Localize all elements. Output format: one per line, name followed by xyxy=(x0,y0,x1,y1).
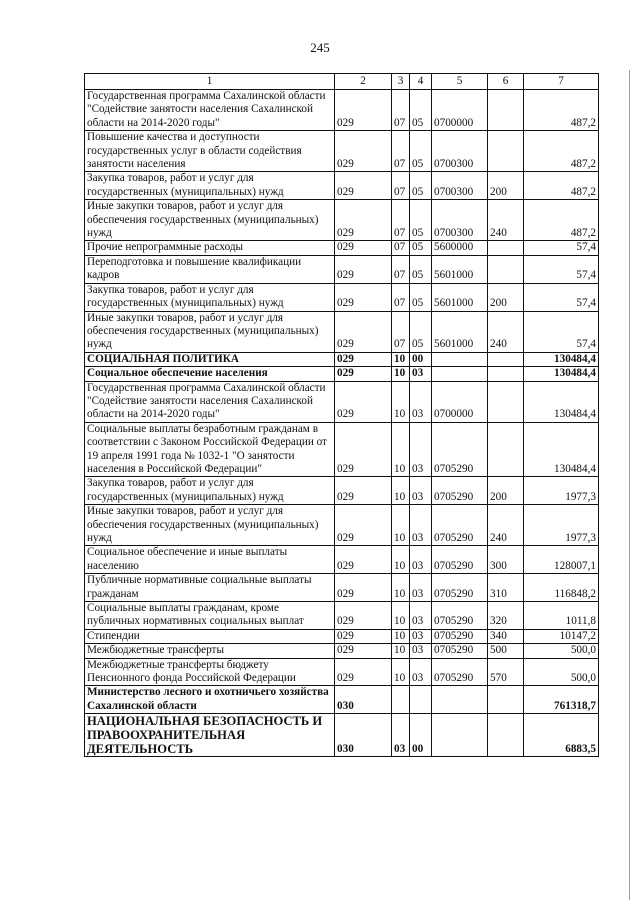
expense-type-cell: 200 xyxy=(488,477,524,505)
expense-type-cell: 310 xyxy=(488,574,524,602)
table-row xyxy=(85,686,599,714)
column-header: 1 xyxy=(85,74,335,90)
row-name-cell: Министерство лесного и охотничьего хозяйства Сахалинской области xyxy=(85,686,335,714)
table-row xyxy=(85,602,599,630)
row-name-cell: Государственная программа Сахалинской области "Содействие занятости населения Сахалинской области на 2014-2020 годы" xyxy=(85,90,335,131)
row-name-cell: Повышение качества и доступности государственных услуг в области содействия занятости населения xyxy=(85,131,335,172)
amount-cell: 10147,2 xyxy=(524,629,599,643)
subsection-cell: 05 xyxy=(410,131,432,172)
amount-cell: 487,2 xyxy=(524,131,599,172)
table-row xyxy=(85,255,599,283)
target-article-cell: 0705290 xyxy=(432,602,488,630)
table-row xyxy=(85,574,599,602)
target-article-cell: 0705290 xyxy=(432,422,488,477)
amount-cell: 761318,7 xyxy=(524,686,599,714)
section-cell: 07 xyxy=(392,131,410,172)
ministry-code-cell: 029 xyxy=(335,90,392,131)
expense-type-cell: 240 xyxy=(488,311,524,352)
subsection-cell: 03 xyxy=(410,381,432,422)
expense-type-cell: 500 xyxy=(488,644,524,658)
subsection-cell: 05 xyxy=(410,311,432,352)
ministry-code-cell: 029 xyxy=(335,241,392,255)
ministry-code-cell: 029 xyxy=(335,574,392,602)
section-cell: 07 xyxy=(392,311,410,352)
target-article-cell: 0705290 xyxy=(432,546,488,574)
amount-cell: 500,0 xyxy=(524,658,599,686)
section-cell: 10 xyxy=(392,505,410,546)
amount-cell: 500,0 xyxy=(524,644,599,658)
ministry-code-cell: 030 xyxy=(335,686,392,714)
ministry-code-cell: 029 xyxy=(335,477,392,505)
row-name-cell: Социальные выплаты безработным гражданам в соответствии с Законом Российской Федерации от 19 апреля 1991 года № 1032-1 "О занятости населения в Российской Федерации" xyxy=(85,422,335,477)
expense-type-cell: 240 xyxy=(488,200,524,241)
expense-type-cell xyxy=(488,241,524,255)
expense-type-cell xyxy=(488,381,524,422)
subsection-cell: 00 xyxy=(410,714,432,757)
page-number: 245 xyxy=(310,40,330,55)
section-cell: 10 xyxy=(392,422,410,477)
section-cell: 10 xyxy=(392,602,410,630)
target-article-cell: 0705290 xyxy=(432,505,488,546)
column-header: 3 xyxy=(392,74,410,90)
ministry-code-cell: 029 xyxy=(335,644,392,658)
ministry-code-cell: 029 xyxy=(335,629,392,643)
table-body xyxy=(85,90,599,757)
table-row xyxy=(85,172,599,200)
section-cell: 10 xyxy=(392,574,410,602)
subsection-cell: 03 xyxy=(410,546,432,574)
subsection-cell: 03 xyxy=(410,505,432,546)
subsection-cell: 05 xyxy=(410,90,432,131)
row-name-cell: Социальные выплаты гражданам, кроме публичных нормативных социальных выплат xyxy=(85,602,335,630)
table-row xyxy=(85,629,599,643)
ministry-code-cell: 029 xyxy=(335,352,392,366)
target-article-cell: 0700300 xyxy=(432,172,488,200)
ministry-code-cell: 030 xyxy=(335,714,392,757)
target-article-cell: 0700000 xyxy=(432,381,488,422)
table-row xyxy=(85,241,599,255)
row-name-cell: Межбюджетные трансферты бюджету Пенсионного фонда Российской Федерации xyxy=(85,658,335,686)
subsection-cell: 05 xyxy=(410,255,432,283)
section-cell: 07 xyxy=(392,200,410,241)
subsection-cell: 05 xyxy=(410,241,432,255)
subsection-cell: 03 xyxy=(410,574,432,602)
target-article-cell: 0700000 xyxy=(432,90,488,131)
ministry-code-cell: 029 xyxy=(335,422,392,477)
ministry-code-cell: 029 xyxy=(335,367,392,381)
amount-cell: 57,4 xyxy=(524,283,599,311)
section-cell: 07 xyxy=(392,283,410,311)
row-name-cell: Иные закупки товаров, работ и услуг для обеспечения государственных (муниципальных) нужд xyxy=(85,311,335,352)
amount-cell: 130484,4 xyxy=(524,367,599,381)
table-row xyxy=(85,644,599,658)
row-name-cell: Государственная программа Сахалинской области "Содействие занятости населения Сахалинской области на 2014-2020 годы" xyxy=(85,381,335,422)
amount-cell: 6883,5 xyxy=(524,714,599,757)
row-name-cell: Закупка товаров, работ и услуг для государственных (муниципальных) нужд xyxy=(85,477,335,505)
budget-table xyxy=(84,73,599,757)
ministry-code-cell: 029 xyxy=(335,311,392,352)
column-header: 4 xyxy=(410,74,432,90)
expense-type-cell xyxy=(488,686,524,714)
amount-cell: 57,4 xyxy=(524,241,599,255)
amount-cell: 130484,4 xyxy=(524,352,599,366)
table-row xyxy=(85,352,599,366)
table-row xyxy=(85,381,599,422)
subsection-cell: 05 xyxy=(410,172,432,200)
row-name-cell: Прочие непрограммные расходы xyxy=(85,241,335,255)
row-name-cell: Иные закупки товаров, работ и услуг для обеспечения государственных (муниципальных) нужд xyxy=(85,200,335,241)
row-name-cell: Публичные нормативные социальные выплаты гражданам xyxy=(85,574,335,602)
amount-cell: 1977,3 xyxy=(524,477,599,505)
row-name-cell: Социальное обеспечение и иные выплаты населению xyxy=(85,546,335,574)
subsection-cell: 00 xyxy=(410,352,432,366)
expense-type-cell: 570 xyxy=(488,658,524,686)
row-name-cell: СОЦИАЛЬНАЯ ПОЛИТИКА xyxy=(85,352,335,366)
subsection-cell: 03 xyxy=(410,658,432,686)
expense-type-cell: 200 xyxy=(488,172,524,200)
target-article-cell: 5601000 xyxy=(432,255,488,283)
section-cell: 07 xyxy=(392,255,410,283)
expense-type-cell xyxy=(488,352,524,366)
amount-cell: 57,4 xyxy=(524,311,599,352)
expense-type-cell xyxy=(488,714,524,757)
row-name-cell: Переподготовка и повышение квалификации кадров xyxy=(85,255,335,283)
row-name-cell: Социальное обеспечение населения xyxy=(85,367,335,381)
table-row xyxy=(85,131,599,172)
target-article-cell: 0705290 xyxy=(432,629,488,643)
row-name-cell: Закупка товаров, работ и услуг для государственных (муниципальных) нужд xyxy=(85,172,335,200)
section-cell: 10 xyxy=(392,546,410,574)
amount-cell: 487,2 xyxy=(524,200,599,241)
target-article-cell: 0705290 xyxy=(432,574,488,602)
target-article-cell xyxy=(432,714,488,757)
column-header: 7 xyxy=(524,74,599,90)
expense-type-cell: 200 xyxy=(488,283,524,311)
table-row xyxy=(85,422,599,477)
target-article-cell: 0700300 xyxy=(432,131,488,172)
ministry-code-cell: 029 xyxy=(335,602,392,630)
target-article-cell: 5601000 xyxy=(432,311,488,352)
amount-cell: 1011,8 xyxy=(524,602,599,630)
row-name-cell: Стипендии xyxy=(85,629,335,643)
ministry-code-cell: 029 xyxy=(335,172,392,200)
column-header: 2 xyxy=(335,74,392,90)
expense-type-cell xyxy=(488,422,524,477)
target-article-cell: 5600000 xyxy=(432,241,488,255)
table-row xyxy=(85,505,599,546)
section-cell: 03 xyxy=(392,714,410,757)
target-article-cell xyxy=(432,686,488,714)
column-header: 5 xyxy=(432,74,488,90)
target-article-cell: 0705290 xyxy=(432,477,488,505)
expense-type-cell: 300 xyxy=(488,546,524,574)
amount-cell: 130484,4 xyxy=(524,381,599,422)
expense-type-cell: 340 xyxy=(488,629,524,643)
subsection-cell: 05 xyxy=(410,200,432,241)
section-cell: 10 xyxy=(392,644,410,658)
ministry-code-cell: 029 xyxy=(335,505,392,546)
table-row xyxy=(85,367,599,381)
section-cell: 10 xyxy=(392,629,410,643)
row-name-cell: Закупка товаров, работ и услуг для государственных (муниципальных) нужд xyxy=(85,283,335,311)
section-cell: 07 xyxy=(392,172,410,200)
ministry-code-cell: 029 xyxy=(335,131,392,172)
section-cell: 07 xyxy=(392,90,410,131)
header-row xyxy=(85,74,599,90)
subsection-cell: 03 xyxy=(410,629,432,643)
amount-cell: 487,2 xyxy=(524,90,599,131)
amount-cell: 487,2 xyxy=(524,172,599,200)
target-article-cell: 0705290 xyxy=(432,658,488,686)
ministry-code-cell: 029 xyxy=(335,381,392,422)
subsection-cell: 03 xyxy=(410,602,432,630)
table-row xyxy=(85,546,599,574)
amount-cell: 1977,3 xyxy=(524,505,599,546)
page-edge-line xyxy=(629,70,630,900)
column-header: 6 xyxy=(488,74,524,90)
section-cell: 10 xyxy=(392,367,410,381)
expense-type-cell xyxy=(488,367,524,381)
expense-type-cell: 320 xyxy=(488,602,524,630)
row-name-cell: Иные закупки товаров, работ и услуг для обеспечения государственных (муниципальных) нужд xyxy=(85,505,335,546)
row-name-cell: Межбюджетные трансферты xyxy=(85,644,335,658)
amount-cell: 128007,1 xyxy=(524,546,599,574)
target-article-cell: 0700300 xyxy=(432,200,488,241)
expense-type-cell xyxy=(488,131,524,172)
subsection-cell: 05 xyxy=(410,283,432,311)
amount-cell: 57,4 xyxy=(524,255,599,283)
subsection-cell: 03 xyxy=(410,367,432,381)
section-cell: 10 xyxy=(392,352,410,366)
section-cell: 07 xyxy=(392,241,410,255)
table-row xyxy=(85,283,599,311)
subsection-cell: 03 xyxy=(410,644,432,658)
subsection-cell: 03 xyxy=(410,477,432,505)
expense-type-cell: 240 xyxy=(488,505,524,546)
table-row xyxy=(85,311,599,352)
table-row xyxy=(85,90,599,131)
ministry-code-cell: 029 xyxy=(335,255,392,283)
subsection-cell xyxy=(410,686,432,714)
table-row xyxy=(85,658,599,686)
target-article-cell xyxy=(432,367,488,381)
ministry-code-cell: 029 xyxy=(335,658,392,686)
section-cell: 10 xyxy=(392,381,410,422)
subsection-cell: 03 xyxy=(410,422,432,477)
ministry-code-cell: 029 xyxy=(335,200,392,241)
amount-cell: 116848,2 xyxy=(524,574,599,602)
section-cell xyxy=(392,686,410,714)
ministry-code-cell: 029 xyxy=(335,283,392,311)
target-article-cell: 5601000 xyxy=(432,283,488,311)
table-row xyxy=(85,477,599,505)
expense-type-cell xyxy=(488,255,524,283)
row-name-cell: НАЦИОНАЛЬНАЯ БЕЗОПАСНОСТЬ И ПРАВООХРАНИТЕЛЬНАЯ ДЕЯТЕЛЬНОСТЬ xyxy=(85,714,335,757)
expense-type-cell xyxy=(488,90,524,131)
amount-cell: 130484,4 xyxy=(524,422,599,477)
table-row xyxy=(85,714,599,757)
target-article-cell: 0705290 xyxy=(432,644,488,658)
target-article-cell xyxy=(432,352,488,366)
table-row xyxy=(85,200,599,241)
ministry-code-cell: 029 xyxy=(335,546,392,574)
section-cell: 10 xyxy=(392,658,410,686)
section-cell: 10 xyxy=(392,477,410,505)
